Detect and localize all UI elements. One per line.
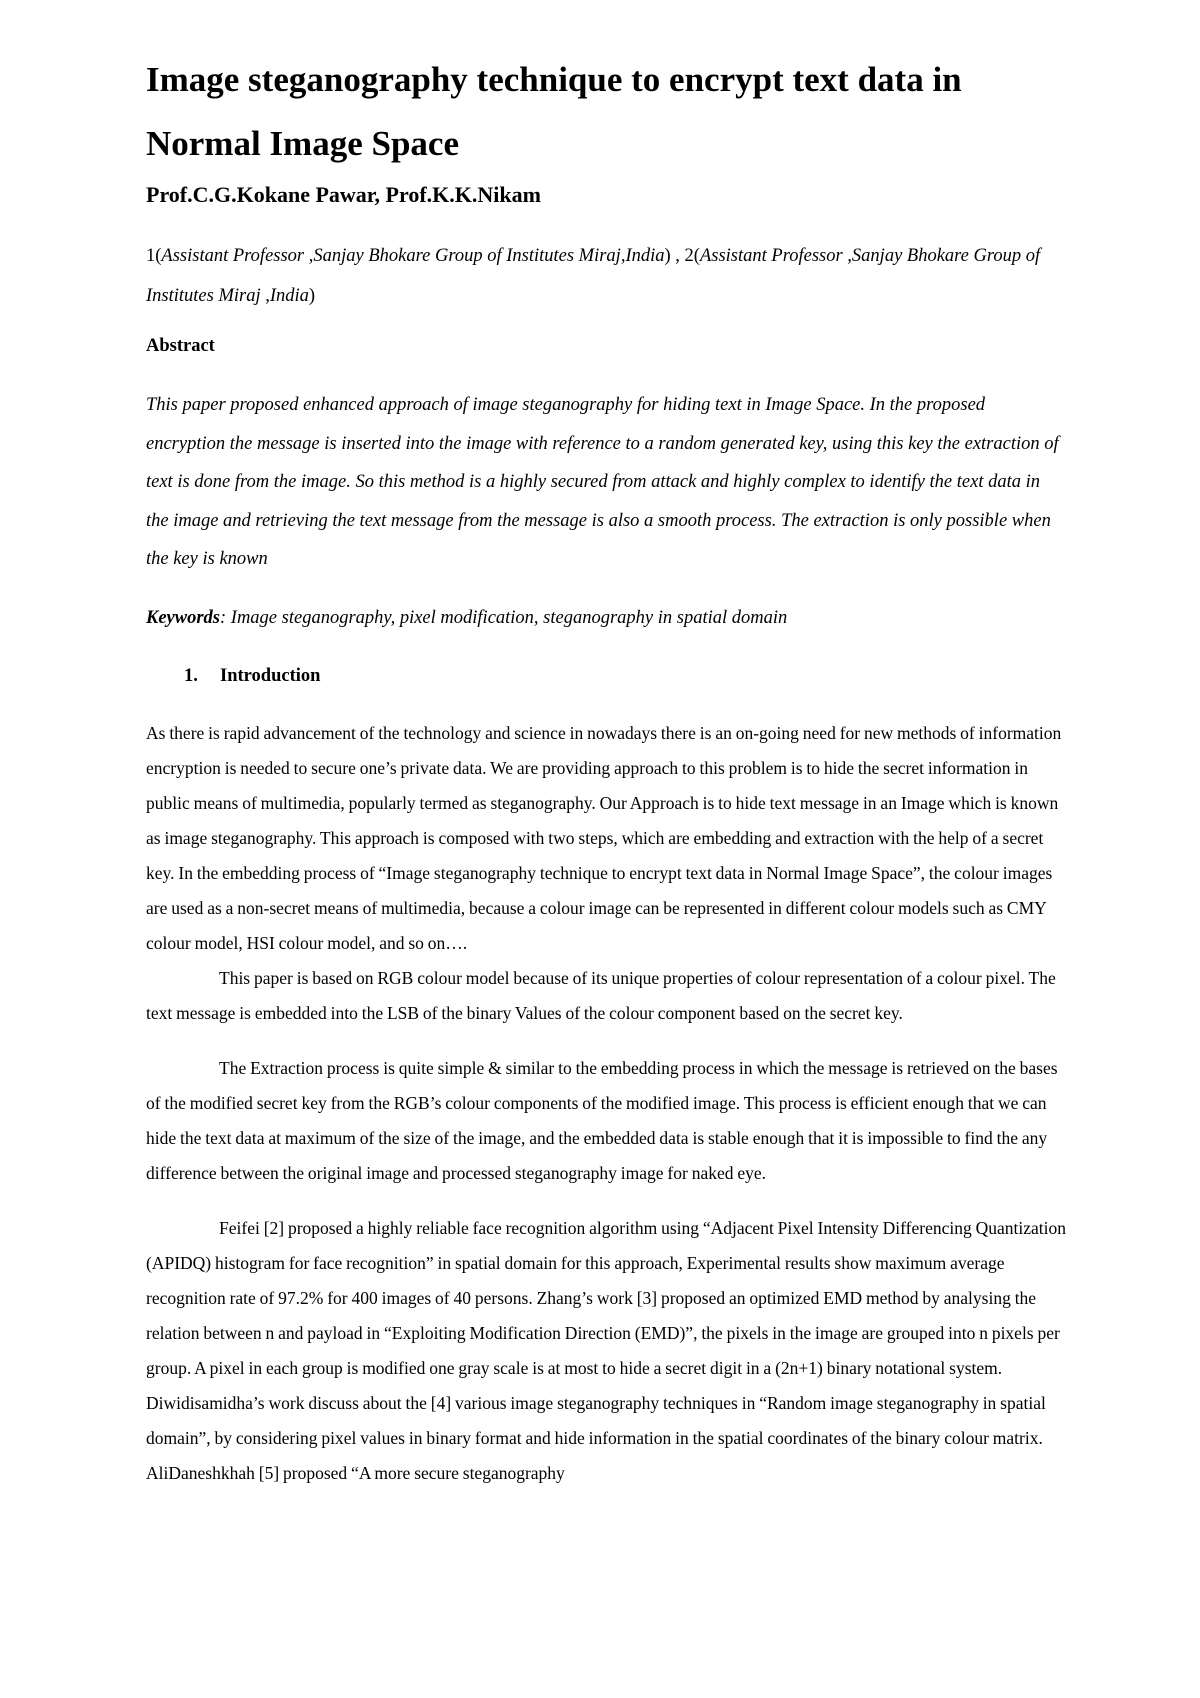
paper-title: Image steganography technique to encrypt text data in Normal Image Space bbox=[146, 60, 962, 163]
keywords-label: Keywords bbox=[146, 607, 220, 628]
intro-paragraph-1: As there is rapid advancement of the technology and science in nowadays there is an on-going need for new methods of information encryption is needed to secure one’s private data. We are providing approach to this problem is to hide the secret information in public means of multimedia, popularly termed as steganography. Our Approach is to hide text message in an Image which is known as image steganography. This approach is composed with two steps, which are embedding and extraction with the help of a secret key. In the embedding process of “Image steganography technique to encrypt text data in Normal Image Space”, the colour images are used as a non-secret means of multimedia, because a colour image can be represented in different colour models such as CMY colour model, HSI colour model, and so on…. bbox=[146, 722, 1062, 953]
affiliation-2-text: Assistant Professor ,Sanjay Bhokare Group of Institutes Miraj ,India bbox=[146, 246, 1041, 306]
section-title: Introduction bbox=[220, 665, 321, 686]
keywords-text: : Image steganography, pixel modification, steganography in spatial domain bbox=[220, 607, 788, 628]
paper-page bbox=[146, 48, 1066, 1491]
intro-paragraph-3: The Extraction process is quite simple & similar to the embedding process in which the message is retrieved on the bases of the modified secret key from the RGB’s colour components of the modified image. This process is efficient enough that we can hide the text data at maximum of the size of the image, and the embedded data is stable enough that it is impossible to find the any difference between the original image and processed steganography image for naked eye. bbox=[146, 1057, 1058, 1183]
paper-authors: Prof.C.G.Kokane Pawar, Prof.K.K.Nikam bbox=[146, 182, 541, 207]
keywords-line bbox=[146, 606, 1066, 630]
affiliation-2-number: 2 bbox=[684, 246, 694, 266]
author-affiliations: 1(Assistant Professor ,Sanjay Bhokare Group of Institutes Miraj,India) , 2(Assistant Professor ,Sanjay Bhokare Group of Institutes Miraj ,India) bbox=[146, 246, 1041, 306]
abstract-text: This paper proposed enhanced approach of image steganography for hiding text in Image Space. In the proposed encryption the message is inserted into the image with reference to a random generated key, using this key the extraction of text is done from the image. So this method is a highly secured from attack and highly complex to identify the text data in the image and retrieving the text message from the message is also a smooth process. The extraction is only possible when the key is known bbox=[146, 395, 1059, 569]
affiliation-1-text: Assistant Professor ,Sanjay Bhokare Group of Institutes Miraj,India bbox=[161, 246, 665, 266]
intro-paragraph-4: Feifei [2] proposed a highly reliable face recognition algorithm using “Adjacent Pixel Intensity Differencing Quantization (APIDQ) histogram for face recognition” in spatial domain for this approach, Experimental results show maximum average recognition rate of 97.2% for 400 images of 40 persons. Zhang’s work [3] proposed an optimized EMD method by analysing the relation between n and payload in “Exploiting Modification Direction (EMD)”, the pixels in the image are grouped into n pixels per group. A pixel in each group is modified one gray scale is at most to hide a secret digit in a (2n+1) binary notational system. Diwidisamidha’s work discuss about the [4] various image steganography techniques in “Random image steganography in spatial domain”, by considering pixel values in binary format and hide information in the spatial coordinates of the binary colour matrix. AliDaneshkhah [5] proposed “A more secure steganography bbox=[146, 1217, 1066, 1483]
section-heading-introduction bbox=[184, 664, 1066, 688]
intro-paragraph-2: This paper is based on RGB colour model because of its unique properties of colour representation of a colour pixel. The text message is embedded into the LSB of the binary Values of the colour component based on the secret key. bbox=[146, 967, 1056, 1023]
affiliation-1-number: 1 bbox=[146, 246, 156, 266]
section-number: 1. bbox=[184, 665, 198, 686]
abstract-heading: Abstract bbox=[146, 336, 215, 356]
